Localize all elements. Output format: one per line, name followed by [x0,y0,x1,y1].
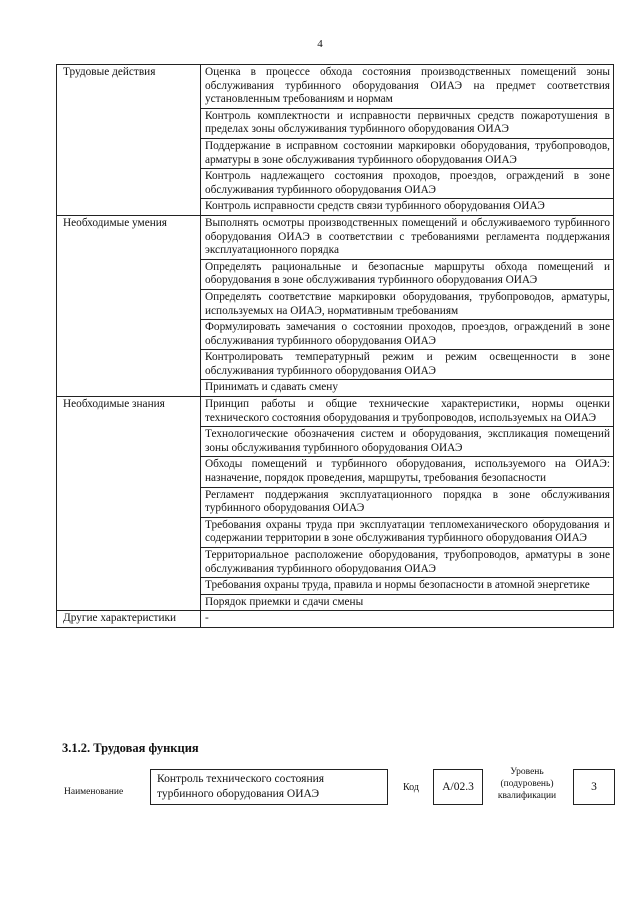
table-cell: Принимать и сдавать смену [201,380,614,397]
function-name-value: Контроль технического состояния турбинного оборудования ОИАЭ [150,769,388,805]
table-cell: Принцип работы и общие технические характеристики, нормы оценки технического состояния оборудования и трубопроводов, используемых на ОИАЭ [201,397,614,427]
job-requirements-table [56,64,614,628]
row-group-label: Другие характеристики [57,611,201,628]
table-cell: Обходы помещений и турбинного оборудования, используемого на ОИАЭ: назначение, порядок проведения, маршруты, требования безопасности [201,457,614,487]
table-cell: Определять соответствие маркировки оборудования, трубопроводов, арматуры, используемых на ОИАЭ, нормативным требованиям [201,289,614,319]
table-row [57,215,614,259]
table-cell: Территориальное расположение оборудования, трубопроводов, арматуры в зоне обслуживания турбинного оборудования ОИАЭ [201,548,614,578]
row-group-label: Необходимые умения [57,215,201,396]
table-cell: Контролировать температурный режим и режим освещенности в зоне обслуживания турбинного оборудования ОИАЭ [201,350,614,380]
table-row [57,65,614,109]
table-cell: Контроль надлежащего состояния проходов, проездов, ограждений в зоне обслуживания турбинного оборудования ОИАЭ [201,169,614,199]
table-row [57,611,614,628]
code-label: Код [403,782,419,793]
table-cell: Формулировать замечания о состоянии проходов, проездов, ограждений в зоне обслуживания турбинного оборудования ОИАЭ [201,320,614,350]
name-label: Наименование [64,787,124,797]
table-cell: Оценка в процессе обхода состояния производственных помещений зоны обслуживания турбинного оборудования ОИАЭ на предмет соответствия установленным требованиям и нормам [201,65,614,109]
qualification-level-value: 3 [573,769,615,805]
table-cell: Определять рациональные и безопасные маршруты обхода помещений и оборудования в зоне обслуживания турбинного оборудования ОИАЭ [201,259,614,289]
table-cell: Контроль комплектности и исправности первичных средств пожаротушения в пределах зоны обслуживания турбинного оборудования ОИАЭ [201,108,614,138]
table-cell: Требования охраны труда при эксплуатации тепломеханического оборудования и содержании территории в зоне обслуживания турбинного оборудования ОИАЭ [201,517,614,547]
table-cell: Выполнять осмотры производственных помещений и обслуживаемого турбинного оборудования ОИАЭ в соответствии с требованиями регламента поддержания эксплуатационного порядка [201,215,614,259]
table-row [57,397,614,427]
page-number: 4 [317,38,323,50]
row-group-label: Необходимые знания [57,397,201,611]
table-cell: Контроль исправности средств связи турбинного оборудования ОИАЭ [201,199,614,216]
labor-function-header [0,766,640,816]
table-cell: Порядок приемки и сдачи смены [201,594,614,611]
table-cell: - [201,611,614,628]
row-group-label: Трудовые действия [57,65,201,216]
section-title: 3.1.2. Трудовая функция [62,741,199,755]
function-code-value: А/02.3 [433,769,483,805]
table-cell: Технологические обозначения систем и оборудования, экспликация помещений зоны обслуживания турбинного оборудования ОИАЭ [201,427,614,457]
table-cell: Регламент поддержания эксплуатационного порядка в зоне обслуживания турбинного оборудования ОИАЭ [201,487,614,517]
table-cell: Требования охраны труда, правила и нормы безопасности в атомной энергетике [201,578,614,595]
qualification-level-label: Уровень (подуровень) квалификации [497,767,557,801]
table-cell: Поддержание в исправном состоянии маркировки оборудования, трубопроводов, арматуры в зоне обслуживания турбинного оборудования ОИАЭ [201,138,614,168]
